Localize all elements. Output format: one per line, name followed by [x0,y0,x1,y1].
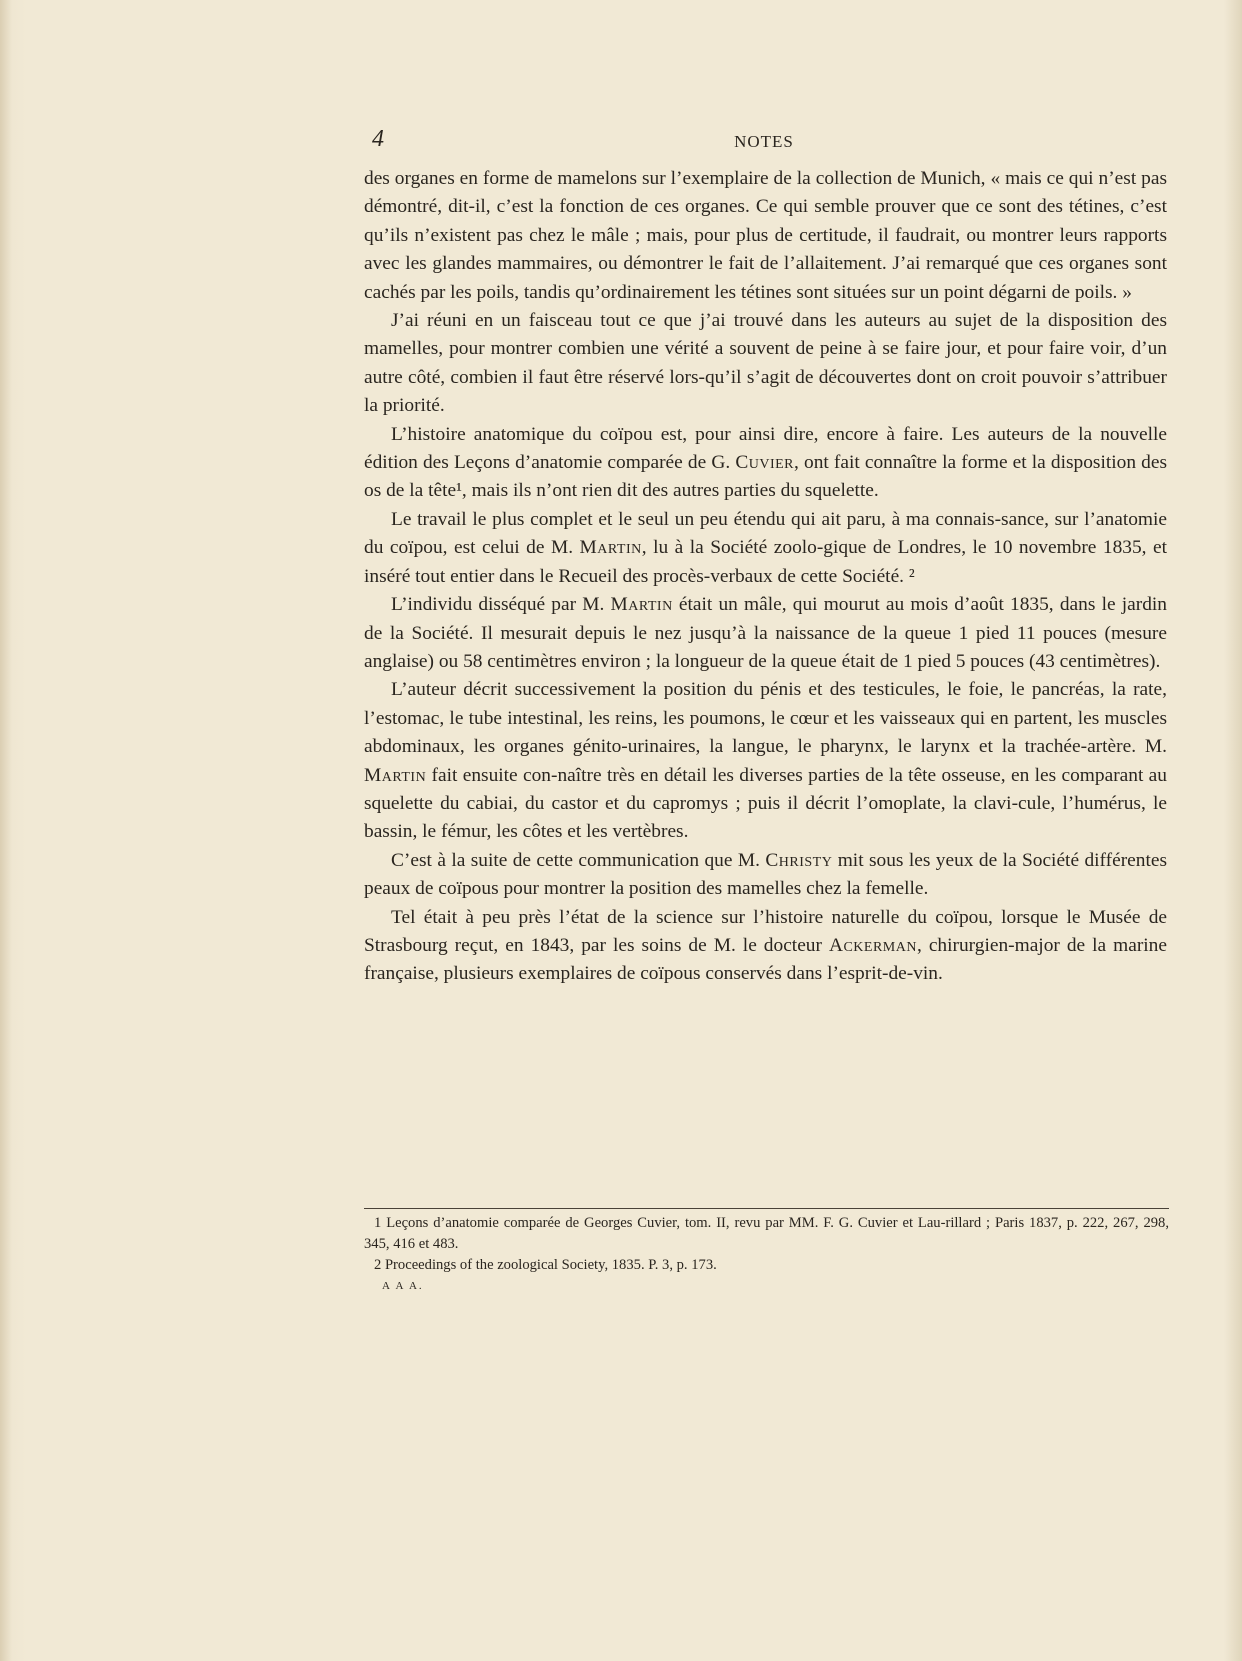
paragraph-1: des organes en forme de mamelons sur l’exemplaire de la collection de Munich, « mais ce qui n’est pas démontré, dit-il, c’est la fonction de ces organes. Ce qui semble prouver que ce sont des tétines, c’est qu’ils n’existent pas chez le mâle ; mais, pour plus de certitude, il faudrait, ou montrer leurs rapports avec les glandes mammaires, ou démontrer le fait de l’allaitement. J’ai remarqué que ces organes sont cachés par les poils, tandis qu’ordinairement les tétines sont situées sur un point dégarni de poils. » [364,168,1167,303]
footnotes [364,1213,1169,1276]
running-title: NOTES [734,132,794,151]
author-name-martin: Martin [364,764,427,786]
footnote-1: 1 Leçons d’anatomie comparée de Georges Cuvier, tom. II, revu par MM. F. G. Cuvier et Lau-rillard ; Paris 1837, p. 222, 267, 298, 345, 416 et 483. [364,1215,1169,1252]
author-name-cuvier: Cuvier [735,452,795,474]
author-name-christy: Christy [765,849,833,871]
paragraph-8-text-b: , chirurgien-major de la marine française, plusieurs exemplaires de coïpous conservés dans l’esprit-de-vin. [364,934,1167,985]
page-header [362,126,1166,156]
paragraph-8 [364,904,1167,989]
paragraph-7-text-b: mit sous les yeux de la Société différentes peaux de coïpous pour montrer la position des mamelles chez la femelle. [364,849,1167,900]
paragraph-2: J’ai réuni en un faisceau tout ce que j’ai trouvé dans les auteurs au sujet de la disposition des mamelles, pour montrer combien une vérité a souvent de peine à se faire jour, et pour faire voir, d’un autre côté, combien il faut être réservé lors-qu’il s’agit de découvertes dont on croit pouvoir s’attribuer la priorité. [364,310,1167,417]
footnote-divider [364,1208,1169,1209]
author-name-martin: Martin [610,594,673,616]
paragraph-5-text-a: L’individu disséqué par M. [391,594,611,616]
paragraph-6-text-b: fait ensuite con-naître très en détail les diverses parties de la tête osseuse, en les comparant au squelette du cabiai, du castor et du capromys ; puis il décrit l’omoplate, la clavi-cule, l’humérus, le bassin, le fémur, les côtes et les vertèbres. [364,764,1167,843]
paragraph-3-text-a: L’histoire anatomique du coïpou est, pour ainsi dire, encore à faire. Les auteurs de la nouvelle édition des Leçons d’anatomie comparée de G. [364,423,1167,474]
paragraph-3-text-b: , ont fait connaître la forme et la disposition des os de la tête¹, mais ils n’ont rien dit des autres parties du squelette. [364,452,1168,502]
paragraph-5 [364,591,1167,676]
paragraph-4-text-a: Le travail le plus complet et le seul un peu étendu qui ait paru, à ma connais-sance, sur l’anatomie du coïpou, est celui de M. [364,508,1167,559]
paragraph-5-text-b: était un mâle, qui mourut au mois d’août 1835, dans le jardin de la Société. Il mesurait depuis le nez jusqu’à la naissance de la queue 1 pied 11 pouces (mesure anglaise) ou 58 centimètres environ ; la longueur de la queue était de 1 pied 5 pouces (43 centimètres). [364,594,1167,672]
paragraph-4-text-b: , lu à la Société zoolo-gique de Londres, le 10 novembre 1835, et inséré tout entier dans le Recueil des procès-verbaux de cette Société. ² [364,537,1168,587]
paragraph-4 [364,506,1167,591]
page-number: 4 [372,126,384,152]
paragraph-7 [364,847,1167,904]
footnote-2: 2 Proceedings of the zoological Society, 1835. P. 3, p. 173. [374,1257,717,1273]
author-name-martin: Martin [579,537,642,559]
author-name-ackerman: Ackerman [828,934,917,956]
main-text [364,165,1167,989]
paragraph-6-text-a: L’auteur décrit successivement la position du pénis et des testicules, le foie, le pancréas, la rate, l’estomac, le tube intestinal, les reins, les poumons, le cœur et les vaisseaux qui en partent, les muscles abdominaux, les organes génito-urinaires, la langue, le pharynx, le larynx et la trachée-artère. M. [364,679,1167,758]
paragraph-7-text-a: C’est à la suite de cette communication que M. [391,849,766,871]
paragraph-8-text-a: Tel était à peu près l’état de la science sur l’histoire naturelle du coïpou, lorsque le Musée de Strasbourg reçut, en 1843, par les soins de M. le docteur [364,906,1167,956]
paragraph-3 [364,421,1167,506]
paragraph-6 [364,676,1167,846]
signature-mark: A A A. [382,1280,424,1292]
